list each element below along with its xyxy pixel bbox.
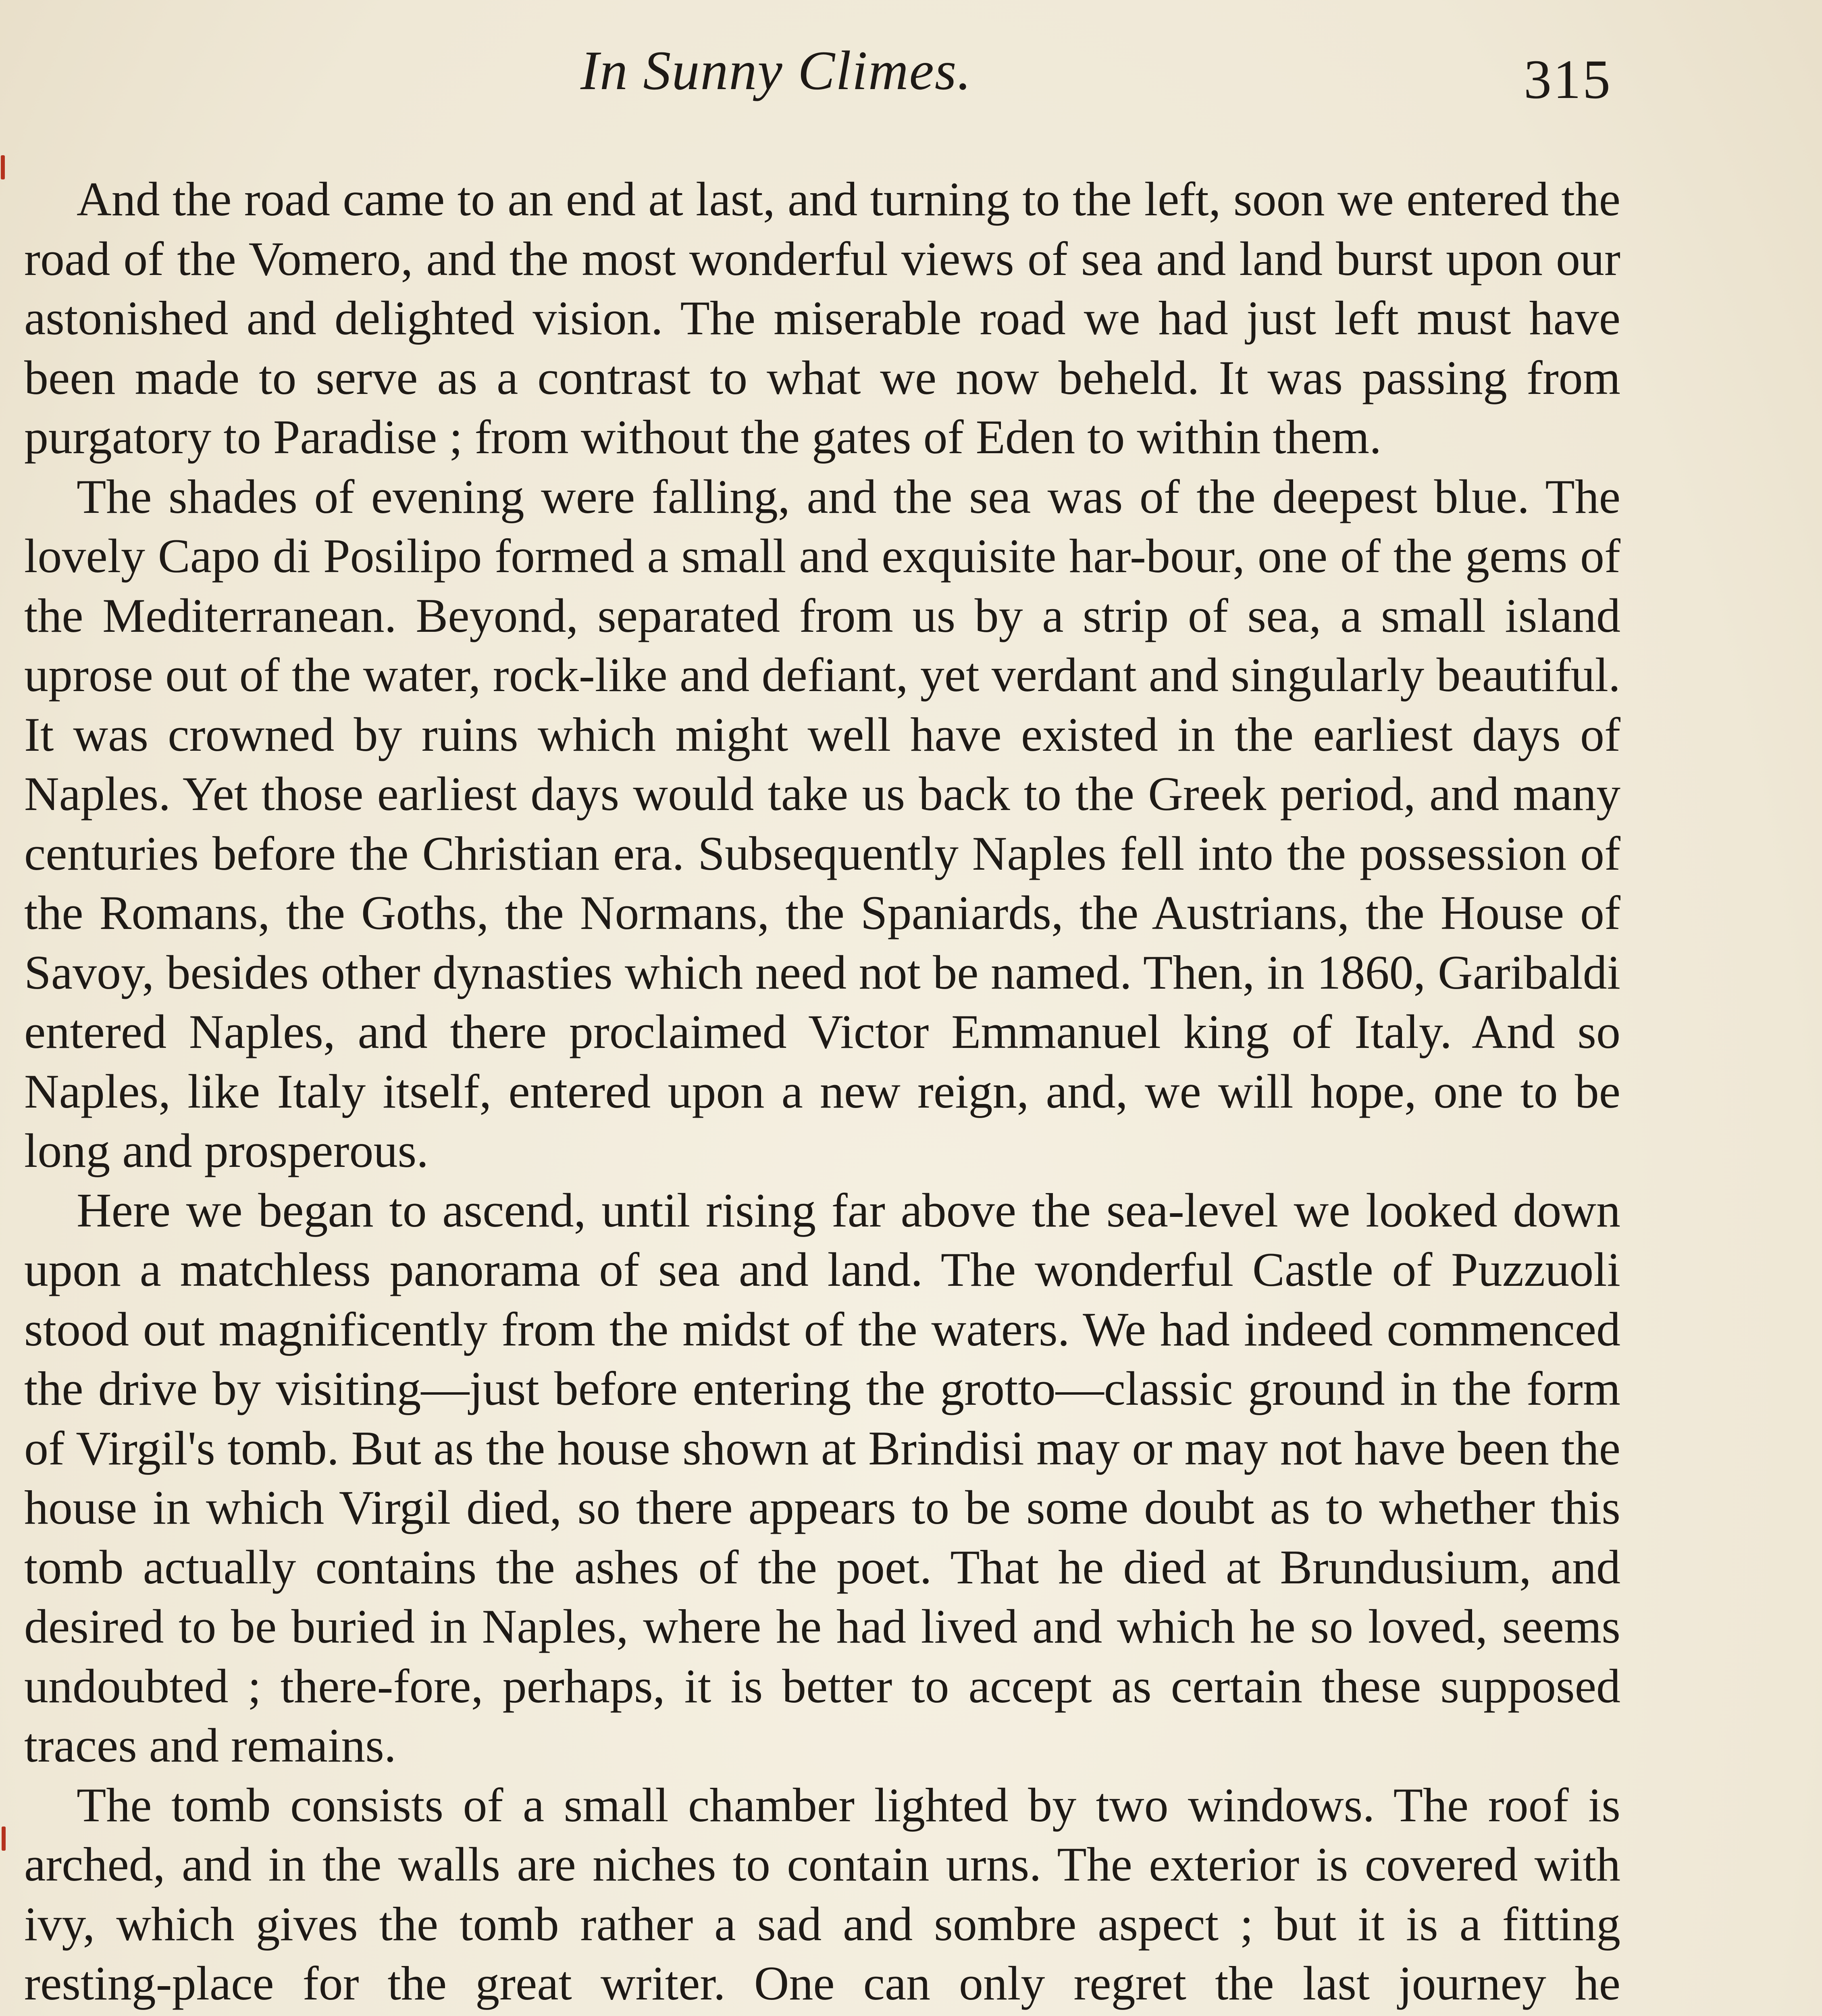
page-header: [0, 38, 1822, 115]
margin-mark: [2, 1826, 6, 1851]
body-text: [24, 169, 1620, 2016]
margin-mark: [1, 155, 5, 179]
paragraph: The tomb consists of a small chamber lighted by two windows. The roof is arched, and in the walls are niches to contain urns. The exterior is covered with ivy, which gives the tomb rather a sad and sombre aspect ; but it is a fitting resting-place for the great writer. One can only regret the last journey he: [24, 1778, 1620, 2010]
paragraph: And the road came to an end at last, and turning to the left, soon we entered the road of the Vomero, and the most wonderful views of sea and land burst upon our astonished and delighted vision. The miserable road we had just left must have been made to serve as a contrast to what we now beheld. It was passing from purgatory to Paradise ; from without the gates of Eden to within them.: [24, 172, 1620, 464]
running-title: In Sunny Climes.: [580, 40, 972, 101]
page-number: 315: [1524, 48, 1612, 110]
paragraph: The shades of evening were falling, and the sea was of the deepest blue. The lovely Capo di Posilipo formed a small and exquisite har-bour, one of the gems of the Mediterranean. Beyond, separated from us by a strip of sea, a small island uprose out of the water, rock-like and defiant, yet verdant and singularly beautiful. It was crowned by ruins which might well have existed in the earliest days of Naples. Yet those earliest days would take us back to the Greek period, and many centuries before the Christian era. Subsequently Naples fell into the possession of the Romans, the Goths, the Normans, the Spaniards, the Austrians, the House of Savoy, besides other dynasties which need not be named. Then, in 1860, Garibaldi entered Naples, and there proclaimed Victor Emmanuel king of Italy. And so Naples, like Italy itself, entered upon a new reign, and, we will hope, one to be long and prosperous.: [24, 469, 1620, 1177]
paragraph: Here we began to ascend, until rising far above the sea-level we looked down upon a matchless panorama of sea and land. The wonderful Castle of Puzzuoli stood out magnificently from the midst of the waters. We had indeed commenced the drive by visiting—just before entering the grotto—classic ground in the form of Virgil's tomb. But as the house shown at Brindisi may or may not have been the house in which Virgil died, so there appears to be some doubt as to whether this tomb actually contains the ashes of the poet. That he died at Brundusium, and desired to be buried in Naples, where he had lived and which he so loved, seems undoubted ; there-fore, perhaps, it is better to accept as certain these supposed traces and remains.: [24, 1183, 1620, 1772]
